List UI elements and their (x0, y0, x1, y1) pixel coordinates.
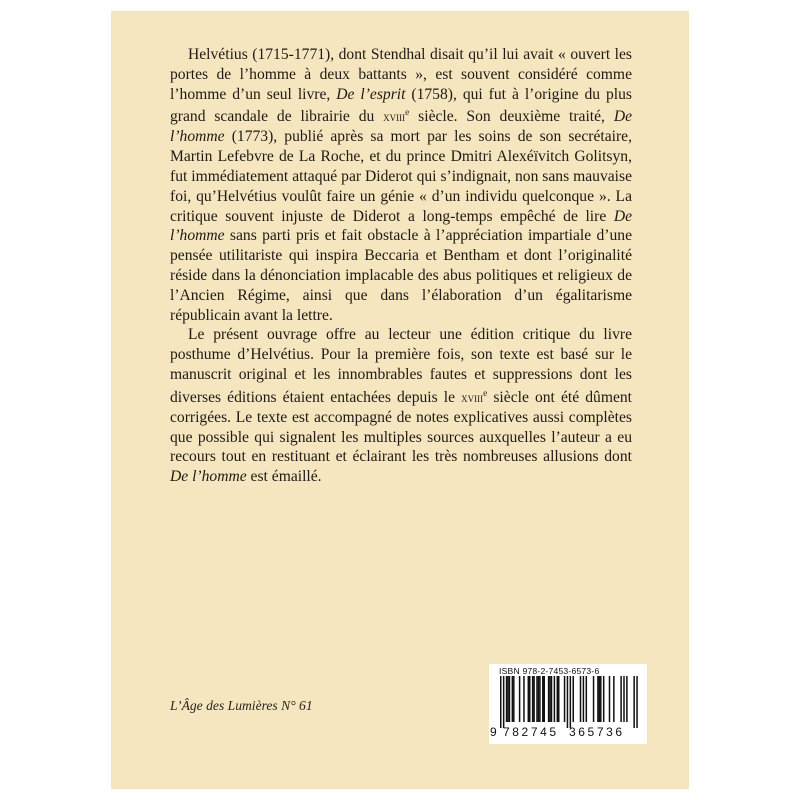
barcode-bar (506, 676, 508, 722)
barcode-bar (503, 676, 505, 728)
barcode-bar (529, 676, 531, 722)
barcode-bar (573, 676, 575, 722)
barcode-bar (513, 676, 515, 722)
barcode-bar (532, 676, 534, 722)
barcode-bar (533, 676, 535, 722)
barcode-bar (512, 676, 513, 722)
barcode-bar (523, 676, 525, 722)
isbn-text: ISBN 978-2-7453-6573-6 (499, 666, 600, 676)
barcode-digits-right: 365736 (569, 725, 625, 739)
barcode-digit-first: 9 (490, 725, 497, 739)
barcode-bar (597, 676, 599, 722)
barcode-bar (509, 676, 511, 722)
barcode-bar (636, 676, 638, 728)
paragraph-1: Helvétius (1715-1771), dont Stendhal disait qu’il lui avait « ouvert les portes de l’homme à deux battants », est souvent considéré comme l’homme d’un seul livre, De l’esprit (1758), qui fut à l’origine du plus grand scandale de librairie du xviii$^e$ siècle. Son deuxième traité, De l’homme (1773), publié après sa mort par les soins de son secrétaire, Martin Lefebvre de La Roche, et du prince Dmitri Alexéïvitch Golitsyn, fut immédiatement attaqué par Diderot qui s’indignait, non sans mauvaise foi, qu’Helvétius voulût faire un génie « d’un individu quelconque ». La critique souvent injuste de Diderot a long-temps empêché de lire De l’homme sans parti pris et fait obstacle à l’appréciation impartiale d’une pensée utilitariste qui inspira Beccaria et Bentham et dont l’originalité réside dans la dénonciation implacable des abus politiques et religieux de l’Ancien Régime, ainsi que dans l’élaboration d’un égalitarisme républicain avant la lettre. (170, 46, 633, 324)
barcode-bar (519, 676, 521, 722)
barcode-bar (500, 676, 502, 728)
century-numeral: xviii (461, 389, 484, 405)
book-title: De l’homme (170, 468, 247, 486)
barcode-bar (536, 676, 538, 722)
paragraph-2: Le présent ouvrage offre au lecteur une édition critique du livre posthume d’Helvétius. Pour la première fois, son texte est basé sur le manuscrit original et les innombrables fautes et suppressions dont les diverses éditions étaient entachées depuis le xviii$^e$ siècle ont été dûment corrigées. Le texte est accompagné de notes explicatives aussi complètes que possible qui signalent les multiples sources auxquelles l’auteur a eu recours tout en restituant et éclairant les très nombreuses allusions dont De l’homme est émaillé. (170, 326, 632, 486)
barcode-bar (544, 676, 546, 722)
barcode-bar (583, 676, 585, 722)
barcode-bar (528, 676, 530, 722)
book-title: De l’homme (170, 108, 633, 146)
barcode-bar (554, 676, 556, 722)
barcode-bar (539, 676, 541, 722)
barcode-bar (538, 676, 540, 722)
barcode-icon (498, 676, 640, 728)
back-cover (111, 11, 689, 789)
blurb-text (170, 45, 632, 487)
barcode-bar (549, 676, 551, 722)
barcode-bar (613, 676, 615, 722)
barcode-bar (557, 676, 559, 722)
barcode-bar (551, 676, 553, 722)
series-label: L’Âge des Lumières N° 61 (170, 698, 313, 713)
barcode-digits-left: 782745 (503, 725, 559, 739)
barcode-bar (507, 676, 509, 722)
barcode-bar (599, 676, 601, 722)
barcode-bar (548, 676, 550, 722)
century-numeral: xviii (383, 109, 406, 125)
barcode-bar (593, 676, 595, 722)
barcode-bar (600, 676, 602, 722)
book-title: De l’esprit (336, 85, 406, 103)
barcode-bar (623, 676, 625, 722)
barcode-bar (580, 676, 582, 722)
barcode-bar (603, 676, 605, 722)
barcode-bar (626, 676, 628, 722)
barcode-bar (633, 676, 635, 728)
barcode-bar (567, 676, 569, 728)
barcode-bar (609, 676, 611, 722)
book-title: De l’homme (170, 207, 632, 245)
barcode-bar (564, 676, 566, 722)
barcode-bar (586, 676, 588, 722)
barcode-label (489, 664, 647, 744)
barcode-bar (620, 676, 622, 722)
barcode-bar (542, 676, 544, 722)
barcode-bar (558, 676, 560, 722)
barcode-bar (570, 676, 572, 728)
